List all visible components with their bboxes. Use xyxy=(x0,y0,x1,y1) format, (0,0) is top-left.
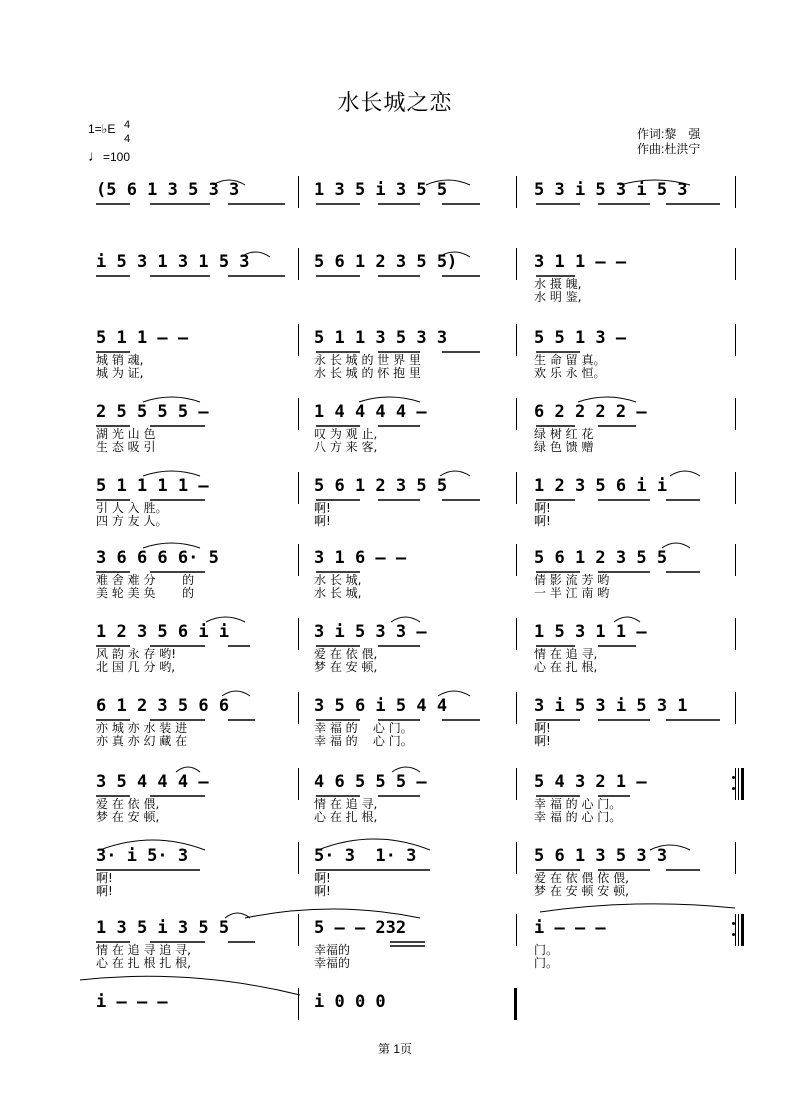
lyric-line-2: 幸福的 xyxy=(314,956,351,970)
measure-notes: 3 i 5 3 i 5 3 1 xyxy=(534,696,688,716)
barline xyxy=(516,914,517,946)
lyric-line-1: 幸 福 的 心 门。 xyxy=(534,797,622,811)
score-row xyxy=(0,918,790,978)
quarter-note-icon: ♩ xyxy=(88,148,103,165)
lyric-line-2: 绿 色 馈 赠 xyxy=(534,440,594,454)
measure-notes: 5 4 3 2 1 – xyxy=(534,772,647,792)
final-barline xyxy=(514,988,517,1020)
lyric-line-1: 幸 福 的 心 门。 xyxy=(314,721,413,735)
measure-notes: 6 2 2 2 2 – xyxy=(534,402,647,422)
score-row xyxy=(0,696,790,756)
barline xyxy=(516,768,517,800)
measure-notes: 5 3 i 5 3 i 5 3 xyxy=(534,180,688,200)
tempo-marking xyxy=(88,148,130,165)
barline xyxy=(516,176,517,208)
key-label: 1=♭E xyxy=(88,122,116,136)
lyric-line-2: 梦 在 安 顿, xyxy=(96,810,160,824)
lyric-line-2: 美 轮 美 奂 的 xyxy=(96,586,195,600)
lyric-line-1: 啊! xyxy=(534,721,551,735)
lyric-line-2: 欢 乐 永 恒。 xyxy=(534,366,606,380)
barline xyxy=(298,248,299,280)
lyric-line-1: 水 摄 魄, xyxy=(534,277,582,291)
lyric-line-2: 啊! xyxy=(314,884,331,898)
barline xyxy=(516,248,517,280)
lyric-line-2: 北 国 几 分 哟, xyxy=(96,660,176,674)
lyric-line-2: 心 在 扎 根 扎 根, xyxy=(96,956,191,970)
lyric-line-1: 情 在 追 寻, xyxy=(534,647,598,661)
barline xyxy=(735,176,736,208)
lyric-line-1: 啊! xyxy=(314,501,331,515)
barline xyxy=(516,842,517,874)
measure-notes: 3· i 5· 3 xyxy=(96,846,189,866)
lyric-line-2: 啊! xyxy=(96,884,113,898)
barline xyxy=(298,692,299,724)
barline xyxy=(298,842,299,874)
barline xyxy=(516,692,517,724)
barline xyxy=(298,472,299,504)
barline xyxy=(298,544,299,576)
measure-notes: 1 2 3 5 6 i i xyxy=(534,476,668,496)
barline xyxy=(516,398,517,430)
barline xyxy=(298,398,299,430)
lyric-line-1: 绿 树 红 花 xyxy=(534,427,594,441)
slur xyxy=(245,909,420,918)
measure-notes: 1 5 3 1 1 – xyxy=(534,622,647,642)
repeat-sign xyxy=(730,914,744,946)
measure-notes: 5 5 1 3 – xyxy=(534,328,627,348)
barline xyxy=(735,324,736,356)
measure-notes: 3 6 6 6 6· 5 xyxy=(96,548,219,568)
lyric-line-1: 水 长 城, xyxy=(314,573,362,587)
measure-notes: 3 1 1 – – xyxy=(534,252,627,272)
lyric-line-2: 啊! xyxy=(314,514,331,528)
song-title: 水长城之恋 xyxy=(337,91,453,116)
measure-notes: i 0 0 0 xyxy=(314,992,386,1012)
measure-notes: i 5 3 1 3 1 5 3 xyxy=(96,252,250,272)
lyric-line-1: 情 在 追 寻, xyxy=(314,797,378,811)
barline xyxy=(735,692,736,724)
measure-notes: 1 4 4 4 4 – xyxy=(314,402,427,422)
lyric-line-2: 水 长 城 的 怀 抱 里 xyxy=(314,366,421,380)
barline xyxy=(735,472,736,504)
lyric-line-2: 一 半 江 南 哟 xyxy=(534,586,610,600)
tempo-value: =100 xyxy=(103,150,131,164)
lyric-line-2: 梦 在 安 顿, xyxy=(314,660,378,674)
lyric-line-2: 啊! xyxy=(534,734,551,748)
measure-notes: 3 1 6 – – xyxy=(314,548,407,568)
time-sig-top: 4 xyxy=(124,119,131,131)
lyric-line-1: 风 韵 永 存 哟! xyxy=(96,647,177,661)
lyric-line-1: 啊! xyxy=(534,501,551,515)
measure-notes: 5 1 1 3 5 3 3 xyxy=(314,328,448,348)
measure-notes: 3 5 4 4 4 – xyxy=(96,772,209,792)
measure-notes: 3 i 5 3 3 – xyxy=(314,622,427,642)
measure-notes: 5 6 1 2 3 5 5 xyxy=(314,476,448,496)
score-row xyxy=(0,772,790,832)
lyric-line-1: 幸福的 xyxy=(314,943,351,957)
lyric-line-1: 永 长 城 的 世 界 里 xyxy=(314,353,421,367)
measure-notes: 5 6 1 2 3 5 5 xyxy=(534,548,668,568)
measure-notes: 2 5 5 5 5 – xyxy=(96,402,209,422)
barline xyxy=(516,544,517,576)
lyric-line-2: 门。 xyxy=(534,956,559,970)
score-row xyxy=(0,180,790,240)
lyric-line-1: 爱 在 依 偎, xyxy=(96,797,160,811)
barline xyxy=(298,324,299,356)
barline xyxy=(735,248,736,280)
credits xyxy=(637,127,700,157)
lyric-line-1: 湖 光 山 色 xyxy=(96,427,156,441)
score-row xyxy=(0,402,790,462)
lyric-line-2: 城 为 证, xyxy=(96,366,144,380)
measure-notes: 1 2 3 5 6 i i xyxy=(96,622,230,642)
lyric-line-2: 水 明 鉴, xyxy=(534,290,582,304)
measure-notes: 5 1 1 – – xyxy=(96,328,189,348)
lyric-line-2: 生 态 吸 引 xyxy=(96,440,156,454)
measure-notes: (5 6 1 3 5 3 3 xyxy=(96,180,240,200)
barline xyxy=(298,618,299,650)
measure-notes: 4 6 5 5 5 – xyxy=(314,772,427,792)
score-row xyxy=(0,252,790,312)
measure-notes: 5 1 1 1 1 – xyxy=(96,476,209,496)
score-row xyxy=(0,622,790,682)
measure-notes: i – – – xyxy=(534,918,606,938)
barline xyxy=(735,398,736,430)
measure-notes: 5 6 1 2 3 5 5) xyxy=(314,252,458,272)
measure-notes: 5 6 1 3 5 3 3 xyxy=(534,846,668,866)
measure-notes: 5 – – 232 xyxy=(314,918,407,938)
measure-notes: 1 3 5 i 3 5 5 xyxy=(314,180,448,200)
lyric-line-1: 情 在 追 寻 追 寻, xyxy=(96,943,191,957)
barline xyxy=(298,914,299,946)
score-row xyxy=(0,328,790,388)
lyric-line-2: 八 方 来 客, xyxy=(314,440,378,454)
lyric-line-1: 叹 为 观 止, xyxy=(314,427,378,441)
composer: 作曲:杜洪宁 xyxy=(637,142,701,156)
barline xyxy=(298,988,299,1020)
lyric-line-1: 啊! xyxy=(314,871,331,885)
lyric-line-1: 倩 影 流 芳 哟 xyxy=(534,573,610,587)
lyric-line-2: 啊! xyxy=(534,514,551,528)
time-sig-bottom: 4 xyxy=(124,133,131,145)
lyricist: 作词:黎 强 xyxy=(637,127,701,141)
lyric-line-2: 亦 真 亦 幻 藏 在 xyxy=(96,734,188,748)
lyric-line-1: 门。 xyxy=(534,943,559,957)
barline xyxy=(735,842,736,874)
lyric-line-2: 幸 福 的 心 门。 xyxy=(534,810,622,824)
measure-notes: i – – – xyxy=(96,992,168,1012)
lyric-line-1: 生 命 留 真。 xyxy=(534,353,606,367)
barline xyxy=(298,176,299,208)
lyric-line-1: 引 人 入 胜。 xyxy=(96,501,168,515)
key-signature xyxy=(88,119,131,145)
lyric-line-1: 爱 在 依 偎 依 偎, xyxy=(534,871,629,885)
repeat-sign xyxy=(730,768,744,800)
score-row xyxy=(0,548,790,608)
barline xyxy=(516,472,517,504)
lyric-line-2: 心 在 扎 根, xyxy=(534,660,598,674)
barline xyxy=(298,768,299,800)
lyric-line-1: 爱 在 依 偎, xyxy=(314,647,378,661)
score-row xyxy=(0,476,790,536)
page-number: 第 1页 xyxy=(377,1042,412,1056)
measure-notes: 3 5 6 i 5 4 4 xyxy=(314,696,448,716)
lyric-line-2: 心 在 扎 根, xyxy=(314,810,378,824)
barline xyxy=(735,618,736,650)
barline xyxy=(516,618,517,650)
lyric-line-1: 城 销 魂, xyxy=(96,353,144,367)
measure-notes: 5· 3 1· 3 xyxy=(314,846,417,866)
measure-notes: 1 3 5 i 3 5 5 xyxy=(96,918,230,938)
score-row xyxy=(0,846,790,906)
measure-notes: 6 1 2 3 5 6 6 xyxy=(96,696,230,716)
lyric-line-1: 亦 城 亦 水 装 进 xyxy=(96,721,188,735)
barline xyxy=(735,544,736,576)
lyric-line-2: 梦 在 安 顿 安 顿, xyxy=(534,884,629,898)
lyric-line-1: 难 舍 难 分 的 xyxy=(96,573,195,587)
barline xyxy=(516,324,517,356)
lyric-line-2: 四 方 友 人。 xyxy=(96,514,168,528)
lyric-line-2: 幸 福 的 心 门。 xyxy=(314,734,413,748)
lyric-line-1: 啊! xyxy=(96,871,113,885)
lyric-line-2: 水 长 城, xyxy=(314,586,362,600)
